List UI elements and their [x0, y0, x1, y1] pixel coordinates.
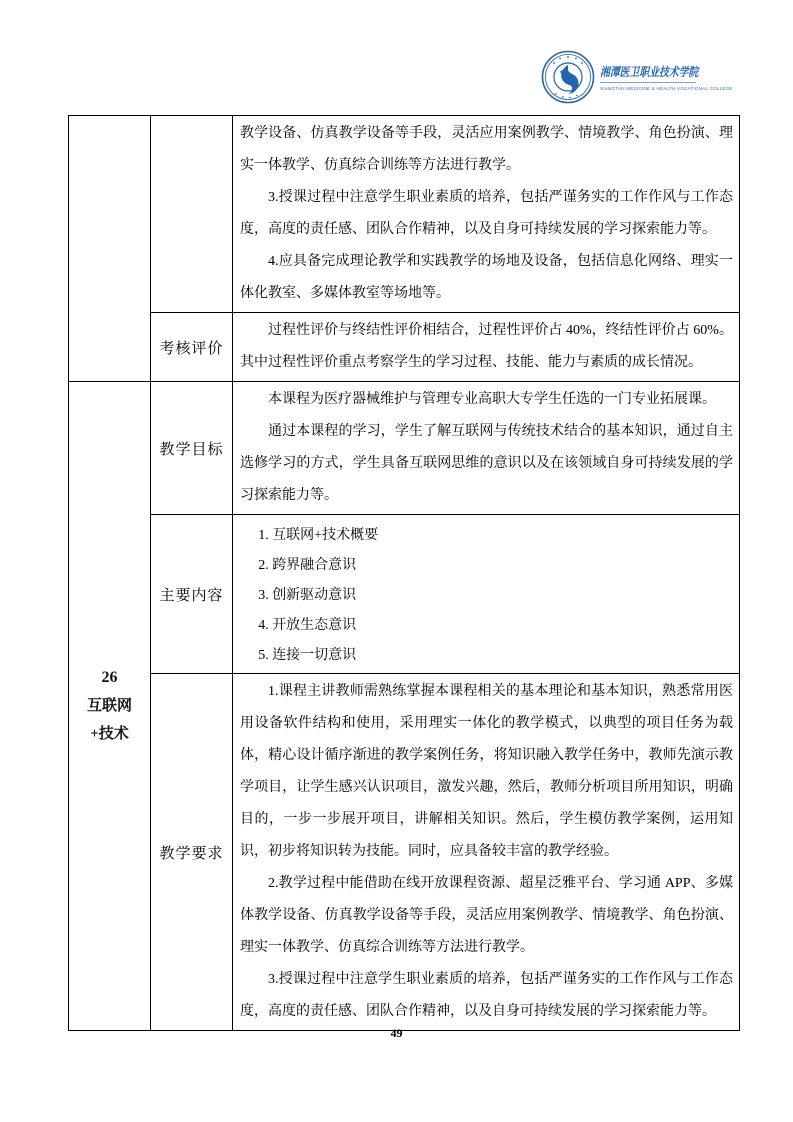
table-row: [69, 674, 740, 1031]
paragraph: 4.应具备完成理论教学和实践教学的场地及设备，包括信息化网络、理实一体化教室、多媒体教室等场地等。: [240, 254, 733, 301]
table-row: [69, 116, 740, 313]
table-row: [69, 515, 740, 674]
list-item: 5. 连接一切意识: [258, 648, 357, 663]
table-row: [69, 382, 740, 515]
course-title: 互联网+技术: [86, 698, 132, 742]
paragraph: 本课程为医疗器械维护与管理专业高职大专学生任选的一门专业拓展课。: [268, 392, 716, 407]
list-item: 4. 开放生态意识: [258, 618, 357, 633]
college-logo-text: [600, 63, 733, 91]
teaching-requirements-cell: [233, 674, 740, 1031]
main-content-cell: [233, 515, 740, 674]
college-name-zh: 湘潭医卫职业技术学院: [600, 65, 699, 79]
list-item: 2. 跨界融合意识: [258, 558, 357, 573]
paragraph: 2.教学过程中能借助在线开放课程资源、超星泛雅平台、学习通 APP、多媒体教学设备、仿真教学设备等手段，灵活应用案例教学、情境教学、角色扮演、理实一体教学、仿真综合训练等方法进行教学。: [240, 876, 733, 955]
course-number: 26: [101, 669, 118, 686]
paragraph: 1.课程主讲教师需熟练掌握本课程相关的基本理论和基本知识，熟悉常用医用设备软件结构和使用，采用理实一体化的教学模式，以典型的项目任务为载体，精心设计循序渐进的教学案例任务，将知识融入教学任务中，教师先演示教学项目，让学生感兴认识项目，激发兴趣，然后，教师分析项目所用知识，明确目的，一步一步展开项目，讲解相关知识。然后，学生模仿教学案例，运用知识，初步将知识转为技能。同时，应具备较丰富的教学经验。: [240, 684, 733, 859]
list-item: 1. 互联网+技术概要: [258, 528, 379, 543]
paragraph: 教学设备、仿真教学设备等手段，灵活应用案例教学、情境教学、角色扮演、理实一体教学、仿真综合训练等方法进行教学。: [240, 126, 733, 173]
row-label-requirements: 教学要求: [151, 674, 233, 1031]
row-label-goal: 教学目标: [151, 382, 233, 515]
row-label-content: 主要内容: [151, 515, 233, 674]
course-index-cell: [69, 382, 151, 1031]
paragraph: 3.授课过程中注意学生职业素质的培养，包括严谨务实的工作作风与工作态度，高度的责任感、团队合作精神，以及自身可持续发展的学习探索能力等。: [240, 190, 733, 237]
college-emblem-icon: [541, 50, 595, 104]
row-label-assessment: 考核评价: [151, 313, 233, 382]
teaching-goal-cell: [233, 382, 740, 515]
table-row: [69, 313, 740, 382]
paragraph: 过程性评价与终结性评价相结合，过程性评价占 40%，终结性评价占 60%。其中过程性评价重点考察学生的学习过程、技能、能力与素质的成长情况。: [240, 323, 733, 370]
page-number: 49: [390, 1026, 403, 1040]
assessment-text-cell: [233, 313, 740, 382]
syllabus-table: [68, 115, 740, 1031]
college-name-en: XIANGTAN MEDICINE & HEALTH VOCATIONAL COLLEGE: [600, 86, 733, 91]
logo-divider: [600, 82, 696, 83]
row-label-empty: [151, 116, 233, 313]
college-logo: [541, 50, 733, 104]
course-index-cell-previous: [69, 116, 151, 382]
teaching-requirements-continued-cell: [233, 116, 740, 313]
list-item: 3. 创新驱动意识: [258, 588, 357, 603]
paragraph: 通过本课程的学习，学生了解互联网与传统技术结合的基本知识，通过自主选修学习的方式，学生具备互联网思维的意识以及在该领域自身可持续发展的学习探索能力等。: [240, 424, 733, 503]
paragraph: 3.授课过程中注意学生职业素质的培养，包括严谨务实的工作作风与工作态度，高度的责任感、团队合作精神，以及自身可持续发展的学习探索能力等。: [240, 972, 733, 1019]
